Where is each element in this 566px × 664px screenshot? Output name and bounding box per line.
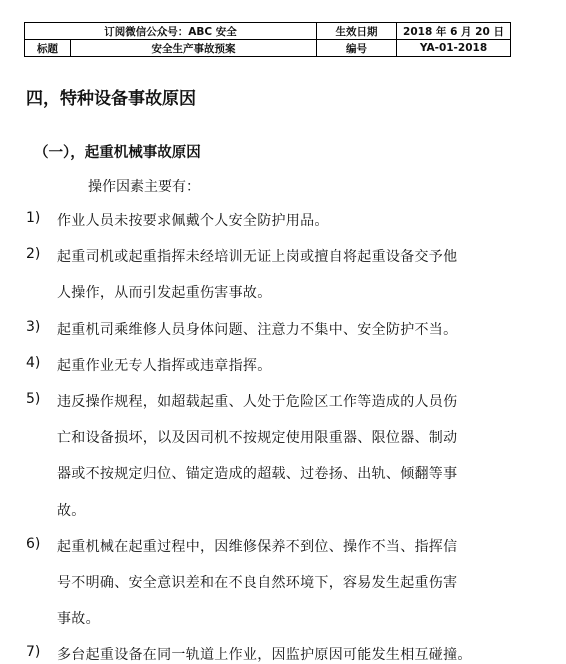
list-item-text-line: 器或不按规定归位、锚定造成的超载、过卷扬、出轨、倾翻等事 [57,466,458,483]
list-item-text-line: 人操作，从而引发起重伤害事故。 [57,285,272,302]
list-item-text-line: 作业人员未按要求佩戴个人安全防护用品。 [57,213,329,229]
header-row-2 [25,40,511,57]
intro-text: 操作因素主要有： [88,179,200,195]
effective-date-label: 生效日期 [317,23,397,40]
list-item-number: 7) [26,644,41,661]
list-item-number: 2) [26,246,41,263]
list-item-text-line: 起重司机或起重指挥未经培训无证上岗或擅自将起重设备交予他 [57,249,458,266]
list-item-text-line: 亡和设备损坏，以及因司机不按规定使用限重器、限位器、制动 [57,430,458,447]
list-item-text-line: 故。 [57,502,86,519]
list-item-number: 3) [26,318,41,335]
subsection-title: （一），起重机械事故原因 [34,145,201,161]
list-item-text-line: 起重作业无专人指挥或违章指挥。 [57,357,272,374]
list-item-number: 5) [26,391,41,407]
list-item-text-line: 起重机械在起重过程中，因维修保养不到位、操作不当、指挥信 [57,538,458,555]
document-header-table [24,22,511,57]
list-item-number: 4) [26,354,41,371]
list-item-number: 6) [26,535,41,552]
section-title: 四，特种设备事故原因 [26,89,196,109]
list-item-number: 1) [26,210,41,226]
subscribe-text: 订阅微信公众号：ABC 安全 [25,23,317,40]
code-value: YA-01-2018 [397,40,511,57]
title-label: 标题 [25,40,71,57]
effective-date-value: 2018 年 6 月 20 日 [397,23,511,40]
header-row-1 [25,23,511,40]
list-item-text-line: 起重机司乘维修人员身体问题、注意力不集中、安全防护不当。 [57,321,458,338]
list-item-text-line: 号不明确、安全意识差和在不良自然环境下，容易发生起重伤害 [57,575,458,591]
title-value: 安全生产事故预案 [71,40,317,57]
list-item-text-line: 事故。 [57,611,100,628]
list-item-text-line: 违反操作规程，如超载起重、人处于危险区工作等造成的人员伤 [57,394,458,410]
list-item-text-line: 多台起重设备在同一轨道上作业，因监护原因可能发生相互碰撞。 [57,647,472,664]
code-label: 编号 [317,40,397,57]
